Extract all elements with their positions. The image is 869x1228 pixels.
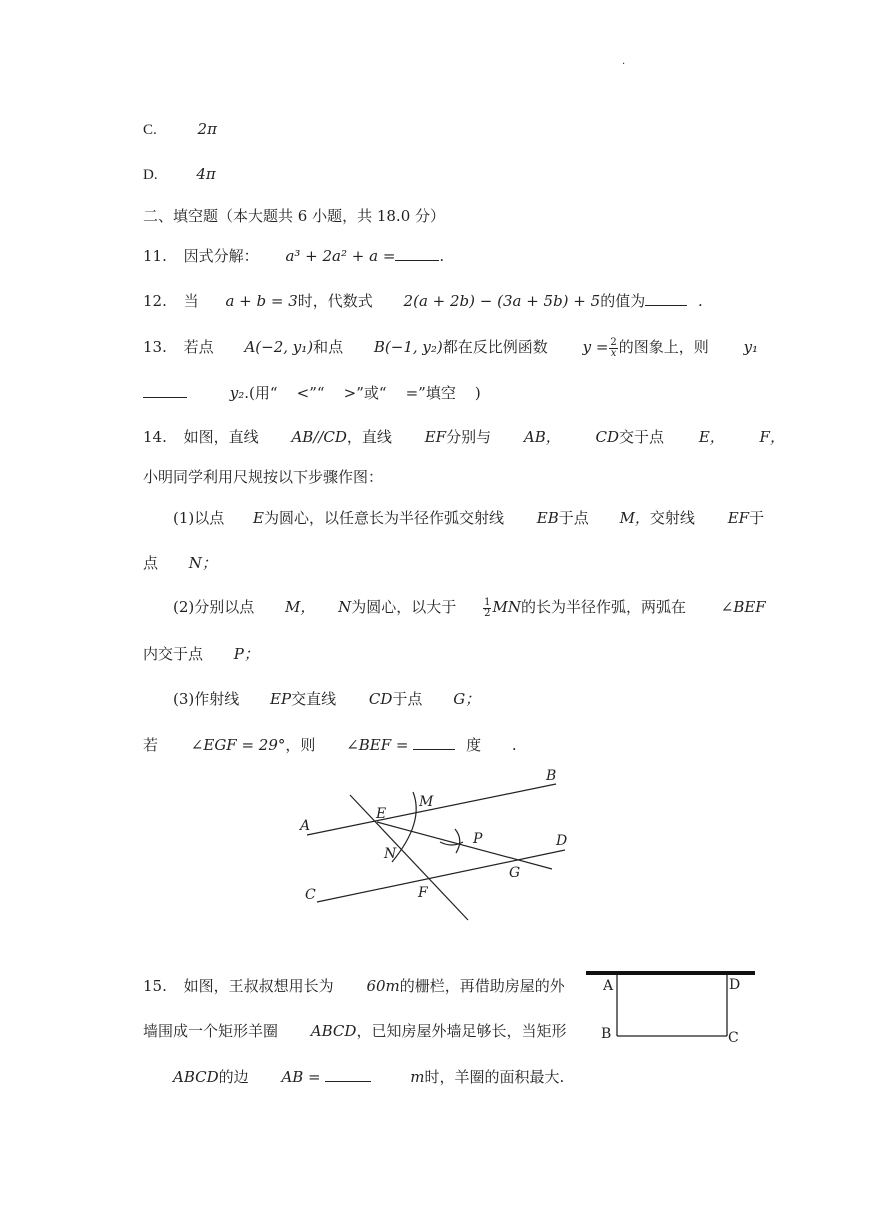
q13-point-b: B(−1, y₂) (373, 338, 443, 356)
q11-expr: a³ + 2a² + a = (285, 247, 396, 265)
q14-s1n: N； (188, 554, 217, 572)
q14-l1b: ，直线 (346, 428, 392, 446)
q14-s2b: 为圆心，以大于 (351, 598, 457, 616)
q14-q4: . (511, 736, 517, 754)
q15-l3b: 时，羊圈的面积最大. (424, 1068, 565, 1086)
q15-l1a: 如图，王叔叔想用长为 (183, 977, 334, 995)
fig14-label-n: N (384, 846, 397, 862)
q12-number: 12. (143, 292, 167, 310)
q12-t3: 的值为 (600, 292, 646, 310)
q13-fill: .(用“ <”“ >”或“ =”填空 ) (244, 384, 481, 402)
q14-egf: ∠EGF = 29° (190, 736, 286, 754)
q11-number: 11. (143, 247, 167, 265)
q12-end: . (697, 292, 703, 310)
q14-s3cd: CD (368, 690, 393, 708)
fig14-label-a: A (300, 818, 311, 834)
q13-t3: 都在反比例函数 (442, 338, 548, 356)
fig14-label-e: E (376, 806, 387, 822)
q14-f: F， (759, 428, 785, 446)
q12-t2: 时，代数式 (297, 292, 373, 310)
fig14-label-g: G (509, 865, 521, 881)
q14-q3: 度 (466, 736, 482, 754)
q14-ab: AB， (523, 428, 561, 446)
section-heading: 二、填空题（本大题共 6 小题，共 18.0 分） (143, 207, 446, 225)
option-d-letter: D. (143, 167, 158, 183)
q14-s3b: 交直线 (291, 690, 337, 708)
q14-half-fraction: $\frac{1}{2}$ (484, 596, 491, 619)
fig14-label-b: B (546, 768, 557, 784)
fig15-label-a: A (603, 978, 614, 994)
q15-abcd: ABCD (310, 1022, 357, 1040)
q15-ab: AB = (281, 1068, 321, 1086)
q14-l1d: 交于点 (619, 428, 665, 446)
q13-y2: y₂ (229, 384, 245, 402)
fig14-label-f: F (418, 885, 428, 901)
fig14-label-c: C (305, 887, 316, 903)
q14-s1a: (1)以点 (173, 509, 225, 527)
q13-number: 13. (143, 338, 167, 356)
q12-expr: 2(a + 2b) − (3a + 5b) + 5 (403, 292, 601, 310)
q15-number: 15. (143, 977, 167, 995)
q13-t2: 和点 (313, 338, 344, 356)
fig15-label-d: D (729, 977, 741, 993)
q11-text: 因式分解： (183, 247, 259, 265)
q14-s2m: M， (285, 598, 316, 616)
q14-s2mn: MN (492, 598, 521, 616)
q14-s1b: 为圆心，以任意长为半径作弧交射线 (263, 509, 504, 527)
question-14-line-2: 小明同学利用尺规按以下步骤作图： (143, 468, 384, 486)
q14-q2: ，则 (285, 736, 316, 754)
q15-l1b: 的栅栏，再借助房屋的外 (399, 977, 565, 995)
q14-s2c: 的长为半径作弧，两弧在 (520, 598, 686, 616)
q14-q1: 若 (143, 736, 159, 754)
q15-l2a: 墙围成一个矩形羊圈 (143, 1022, 279, 1040)
q14-s3a: (3)作射线 (173, 690, 240, 708)
q14-number: 14. (143, 428, 167, 446)
top-dot: . (622, 56, 626, 67)
option-c-value: 2π (197, 120, 217, 138)
fig15-label-b: B (601, 1026, 612, 1042)
q14-s1e2: 于 (749, 509, 765, 527)
q14-s1e: E (253, 509, 264, 527)
q14-s1ef: EF (727, 509, 750, 527)
q14-s2a: (2)分别以点 (173, 598, 255, 616)
q14-s1f: 点 (143, 554, 159, 572)
q14-s3c: 于点 (392, 690, 423, 708)
fig14-label-m: M (419, 794, 434, 810)
option-d-value: 4π (196, 165, 216, 183)
q15-l3a: 的边 (218, 1068, 249, 1086)
q15-l2b: ，已知房屋外墙足够长，当矩形 (356, 1022, 567, 1040)
q12-t1: 当 (183, 292, 199, 310)
q14-cd: CD (595, 428, 620, 446)
q14-s2bef: ∠BEF (720, 598, 766, 616)
q14-s1m: M， (619, 509, 650, 527)
q13-point-a: A(−2, y₁) (244, 338, 314, 356)
q14-s3g: G； (453, 690, 481, 708)
q13-fraction: $\frac{2}{x}$ (610, 336, 617, 359)
q15-l3abcd: ABCD (173, 1068, 219, 1086)
q14-s1eb: EB (536, 509, 559, 527)
q13-t1: 若点 (183, 338, 214, 356)
q13-t4: 的图象上，则 (618, 338, 709, 356)
fig14-label-p: P (473, 831, 483, 847)
q14-s2p: P； (233, 645, 259, 663)
q14-l1: 如图，直线 (183, 428, 259, 446)
q12-cond: a + b = 3 (225, 292, 298, 310)
q14-ab-cd: AB//CD (291, 428, 347, 446)
q14-bef: ∠BEF = (346, 736, 409, 754)
q13-fn-lhs: y = (582, 338, 609, 356)
q14-s1d: 交射线 (649, 509, 695, 527)
q14-e: E， (698, 428, 725, 446)
q15-m: m (410, 1068, 425, 1086)
q15-len: 60m (366, 977, 400, 995)
fig15-label-c: C (728, 1030, 739, 1046)
q14-s2n: N (338, 598, 352, 616)
q14-s3ep: EP (270, 690, 292, 708)
q14-ef: EF (424, 428, 447, 446)
fig14-label-d: D (556, 833, 568, 849)
q14-l1c: 分别与 (446, 428, 492, 446)
q11-end: . (439, 247, 445, 265)
q13-y1: y₁ (743, 338, 759, 356)
q14-s2d: 内交于点 (143, 645, 204, 663)
option-c-letter: C. (143, 122, 157, 138)
q14-s1c: 于点 (558, 509, 589, 527)
